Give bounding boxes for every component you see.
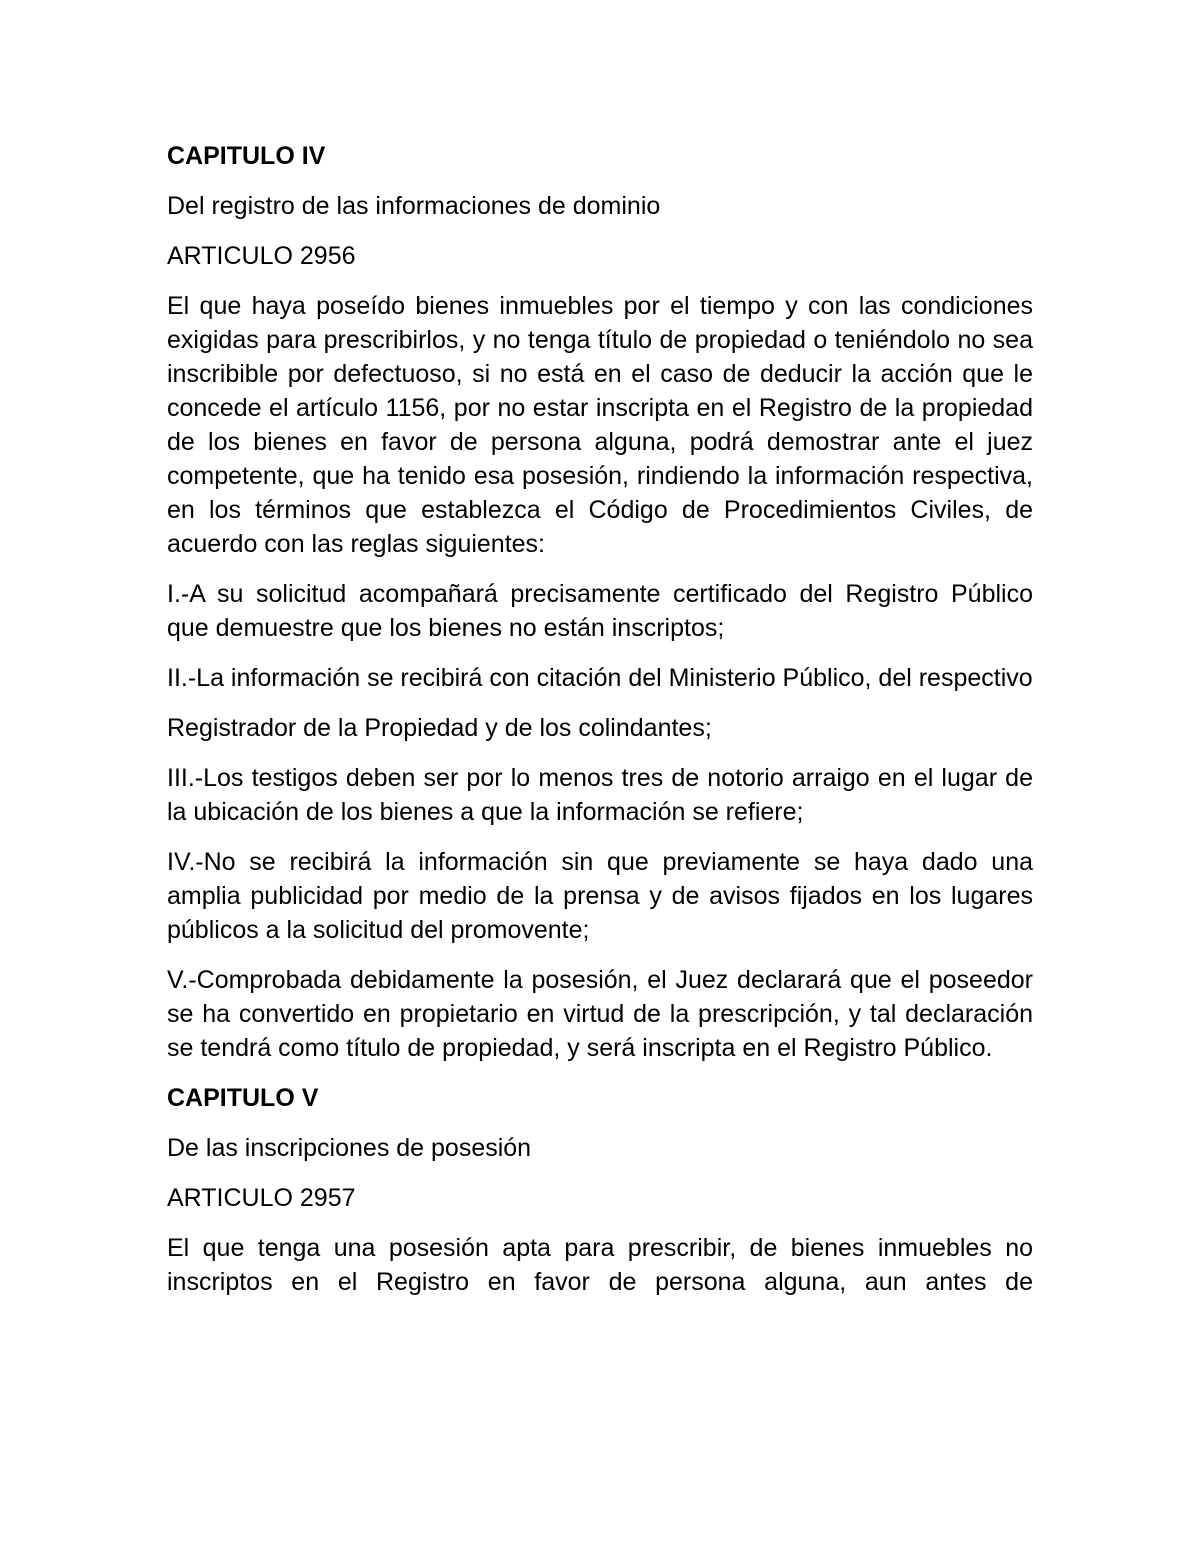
chapter-subtitle: De las inscripciones de posesión (167, 1134, 532, 1162)
chapter-heading: CAPITULO V (167, 1084, 319, 1112)
chapter-subtitle: Del registro de las informaciones de dominio (167, 192, 661, 220)
list-item: V.-Comprobada debidamente la posesión, el Juez declarará que el poseedor se ha convertido en propietario en virtud de la prescripción, y tal declaración se tendrá como título de propiedad, y será inscripta en el Registro Público. (167, 966, 1033, 1062)
article-heading: ARTICULO 2956 (167, 242, 356, 270)
list-item: I.-A su solicitud acompañará precisamente certificado del Registro Público que demuestre que los bienes no están inscriptos; (167, 580, 1033, 642)
list-item-continuation: Registrador de la Propiedad y de los colindantes; (167, 714, 712, 742)
article-heading: ARTICULO 2957 (167, 1184, 356, 1212)
chapter-heading: CAPITULO IV (167, 142, 326, 170)
list-item: II.-La información se recibirá con citación del Ministerio Público, del respectivo (167, 664, 1033, 692)
article-paragraph: El que tenga una posesión apta para prescribir, de bienes inmuebles no inscriptos en el Registro en favor de persona alguna, aun antes de (167, 1234, 1033, 1296)
list-item: III.-Los testigos deben ser por lo menos tres de notorio arraigo en el lugar de la ubicación de los bienes a que la información se refiere; (167, 764, 1033, 826)
article-paragraph: El que haya poseído bienes inmuebles por el tiempo y con las condiciones exigidas para prescribirlos, y no tenga título de propiedad o teniéndolo no sea inscribible por defectuoso, si no está en el caso de deducir la acción que le concede el artículo 1156, por no estar inscripta en el Registro de la propiedad de los bienes en favor de persona alguna, podrá demostrar ante el juez competente, que ha tenido esa posesión, rindiendo la información respectiva, en los términos que establezca el Código de Procedimientos Civiles, de acuerdo con las reglas siguientes: (167, 292, 1033, 558)
document-body (167, 139, 1033, 1315)
list-item: IV.-No se recibirá la información sin que previamente se haya dado una amplia publicidad por medio de la prensa y de avisos fijados en los lugares públicos a la solicitud del promovente; (167, 848, 1033, 944)
